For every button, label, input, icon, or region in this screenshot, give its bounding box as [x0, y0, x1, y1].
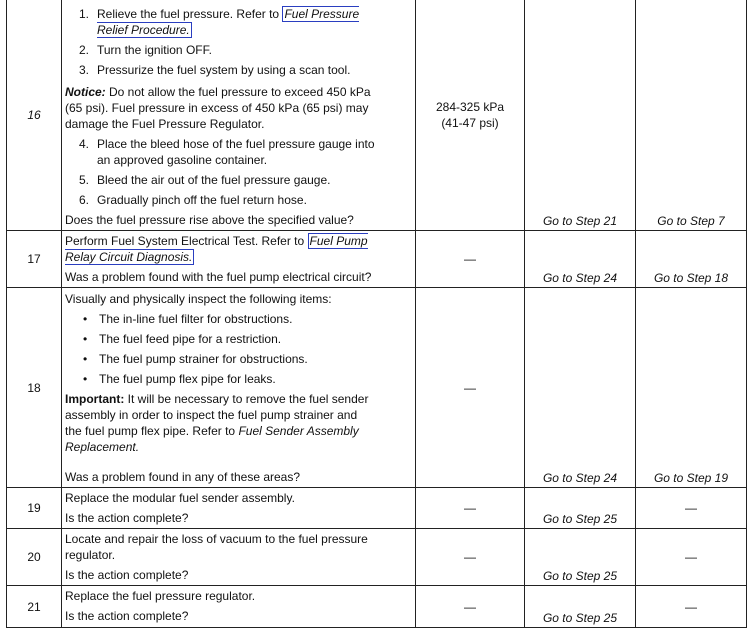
- procedure-item: [65, 136, 412, 168]
- value-psi: (41-47 psi): [441, 116, 499, 130]
- table-row-step-17: [7, 231, 747, 288]
- no-goto: —: [636, 488, 747, 529]
- action-text: Perform Fuel System Electrical Test. Refer to: [65, 234, 308, 248]
- no-goto: —: [636, 529, 747, 586]
- list-item: • The in-line fuel filter for obstructions.: [83, 312, 293, 326]
- notice-text-2: (65 psi). Fuel pressure in excess of 450 kPa (65 psi) may: [65, 101, 369, 115]
- inspect-intro: Visually and physically inspect the following items:: [65, 292, 332, 306]
- value-cell: —: [416, 586, 525, 628]
- item-text: Relieve the fuel pressure. Refer to: [97, 7, 283, 21]
- procedure-item: [65, 192, 412, 208]
- step-number: 18: [7, 288, 62, 488]
- yes-goto: Go to Step 24: [525, 288, 636, 488]
- fuel-pump-relay-link[interactable]: Fuel Pump Relay Circuit Diagnosis.: [65, 234, 368, 264]
- notice-label: Notice:: [65, 85, 106, 99]
- item-text: Bleed the air out of the fuel pressure gauge.: [97, 173, 331, 187]
- action-text: Replace the modular fuel sender assembly.: [65, 491, 295, 505]
- action-cell: [62, 0, 416, 231]
- table-row-step-19: [7, 488, 747, 529]
- table-row-step-16: [7, 0, 747, 231]
- table-row-step-21: [7, 586, 747, 628]
- yes-goto: Go to Step 25: [525, 529, 636, 586]
- list-item: • The fuel pump strainer for obstructions.: [83, 352, 308, 366]
- diagnostic-steps-table: [6, 0, 747, 628]
- list-item: • The fuel feed pipe for a restriction.: [83, 332, 282, 346]
- action-text: Replace the fuel pressure regulator.: [65, 589, 256, 603]
- value-cell: —: [416, 529, 525, 586]
- table-row-step-20: [7, 529, 747, 586]
- important-label: Important:: [65, 392, 125, 406]
- item-number: 5.: [79, 173, 90, 187]
- question-text: Is the action complete?: [65, 568, 189, 582]
- item-number: 6.: [79, 193, 90, 207]
- procedure-item: [65, 172, 412, 188]
- step-number: 16: [7, 0, 62, 231]
- procedure-item: [65, 42, 412, 58]
- item-number: 4.: [79, 137, 90, 151]
- yes-goto: Go to Step 25: [525, 488, 636, 529]
- step-number: 17: [7, 231, 62, 288]
- question-text: Is the action complete?: [65, 609, 189, 623]
- action-cell: [62, 586, 416, 628]
- notice-block: [65, 84, 412, 132]
- notice-text-1: Do not allow the fuel pressure to exceed 450 kPa: [105, 85, 371, 99]
- action-text: Locate and repair the loss of vacuum to the fuel pressure: [65, 532, 368, 546]
- no-goto: —: [636, 586, 747, 628]
- action-cell: Locate and repair the loss of vacuum to the fuel pressure regulator. Is the action complete?: [62, 529, 416, 586]
- item-text: Pressurize the fuel system by using a scan tool.: [97, 63, 351, 77]
- question-text: Does the fuel pressure rise above the specified value?: [65, 213, 354, 227]
- fuel-sender-replacement-ref: Fuel Sender Assembly: [238, 424, 359, 438]
- important-block: Important: It will be necessary to remove the fuel sender assembly in order to inspect the fuel pump strainer and the fuel pump flex pipe. Refer to Fuel Sender Assembly Replacement.: [65, 392, 369, 454]
- procedure-item: [65, 6, 412, 38]
- step-number: 20: [7, 529, 62, 586]
- item-number: 1.: [79, 7, 90, 21]
- yes-goto: Go to Step 21: [525, 0, 636, 231]
- question-text: Was a problem found with the fuel pump electrical circuit?: [65, 270, 372, 284]
- action-cell: [62, 231, 416, 288]
- question-text: Was a problem found in any of these areas?: [65, 470, 301, 484]
- item-text-cont: an approved gasoline container.: [97, 153, 268, 167]
- fuel-pressure-relief-link[interactable]: Fuel Pressure Relief Procedure.: [97, 7, 360, 37]
- question-text: Is the action complete?: [65, 511, 189, 525]
- value-cell: [416, 0, 525, 231]
- value-kpa: 284-325 kPa: [435, 100, 505, 114]
- item-text: Turn the ignition OFF.: [97, 43, 212, 57]
- value-cell: —: [416, 288, 525, 488]
- value-cell: —: [416, 488, 525, 529]
- step-number: 19: [7, 488, 62, 529]
- procedure-item: [65, 62, 412, 78]
- value-cell: —: [416, 231, 525, 288]
- yes-goto: Go to Step 24: [525, 231, 636, 288]
- list-item: • The fuel pump flex pipe for leaks.: [83, 372, 276, 386]
- no-goto: Go to Step 19: [636, 288, 747, 488]
- action-cell: [62, 488, 416, 529]
- item-number: 3.: [79, 63, 90, 77]
- table-row-step-18: [7, 288, 747, 488]
- step-number: 21: [7, 586, 62, 628]
- item-text: Gradually pinch off the fuel return hose.: [97, 193, 307, 207]
- yes-goto: Go to Step 25: [525, 586, 636, 628]
- item-text: Place the bleed hose of the fuel pressure gauge into: [97, 137, 375, 151]
- no-goto: Go to Step 7: [636, 0, 747, 231]
- action-cell: [62, 288, 416, 488]
- item-number: 2.: [79, 43, 90, 57]
- no-goto: Go to Step 18: [636, 231, 747, 288]
- notice-text-3: damage the Fuel Pressure Regulator.: [65, 117, 265, 131]
